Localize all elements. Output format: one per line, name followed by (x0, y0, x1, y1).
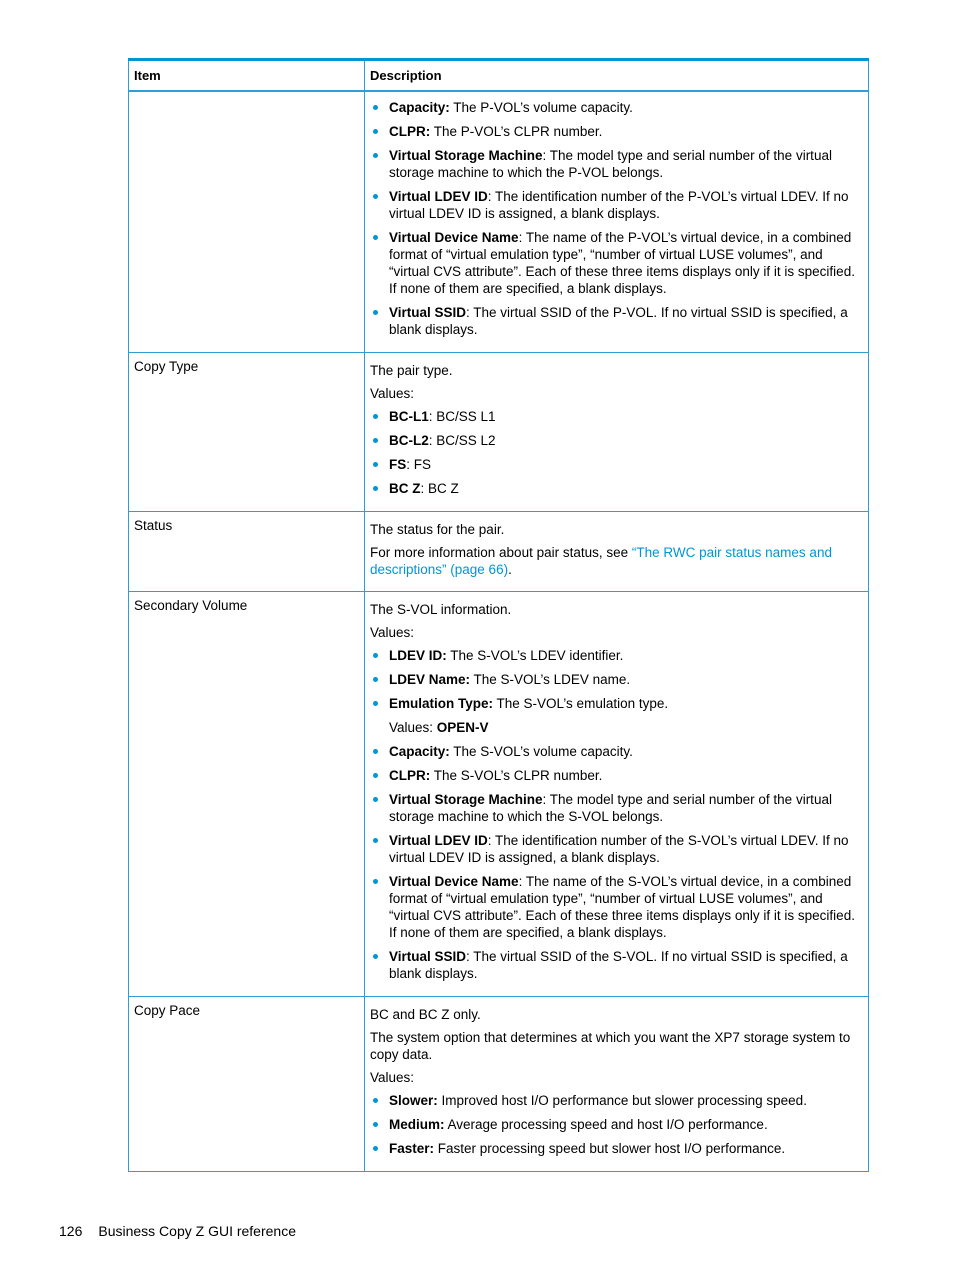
bullet-icon (373, 194, 378, 199)
list-item (370, 147, 863, 181)
list-term: CLPR: (389, 768, 431, 783)
list-text: The S-VOL’s volume capacity. (449, 744, 633, 759)
list-text: : The identification number of the P-VOL’s virtual LDEV. If no virtual LDEV ID is assigned, a blank displays. (389, 189, 849, 221)
bullet-icon (373, 773, 378, 778)
cross-reference-link[interactable]: “The RWC pair status names and descriptions” (page 66) (370, 545, 832, 577)
list-text: The S-VOL’s CLPR number. (430, 768, 603, 783)
list-item (370, 948, 863, 982)
paragraph-text: For more information about pair status, see (370, 545, 632, 560)
list-item (370, 123, 863, 140)
list-item (370, 432, 863, 449)
item-cell: Secondary Volume (129, 592, 365, 997)
list-item (370, 671, 863, 688)
description-paragraph (370, 544, 863, 578)
list-term: LDEV ID: (389, 648, 447, 663)
description-paragraph: Values: (370, 386, 415, 401)
list-term: Virtual SSID (389, 305, 467, 320)
list-item (370, 99, 863, 116)
list-item (370, 832, 863, 866)
list-text: : BC Z (420, 481, 459, 496)
table-row (129, 592, 869, 997)
bullet-icon (373, 438, 378, 443)
list-text: : The model type and serial number of the virtual storage machine to which the S-VOL belongs. (389, 792, 832, 824)
list-term: CLPR: (389, 124, 431, 139)
table-row (129, 91, 869, 353)
bullet-icon (373, 677, 378, 682)
list-term: BC-L1 (389, 409, 429, 424)
bullet-icon (373, 462, 378, 467)
bullet-icon (373, 235, 378, 240)
description-cell (365, 997, 869, 1172)
list-item (370, 695, 863, 736)
description-paragraph: The system option that determines at which you want the XP7 storage system to copy data. (370, 1030, 851, 1062)
bullet-icon (373, 653, 378, 658)
bullet-icon (373, 310, 378, 315)
description-cell (365, 512, 869, 592)
bullet-icon (373, 1146, 378, 1151)
description-paragraph: The S-VOL information. (370, 602, 512, 617)
paragraph-text: . (508, 562, 512, 577)
list-term: FS (389, 457, 407, 472)
bullet-icon (373, 749, 378, 754)
reference-table (128, 58, 869, 1172)
description-paragraph: The status for the pair. (370, 522, 505, 537)
bullet-list (370, 1092, 863, 1157)
description-cell (365, 353, 869, 512)
list-text: : The virtual SSID of the P-VOL. If no virtual SSID is specified, a blank displays. (389, 305, 848, 337)
list-text: : BC/SS L2 (428, 433, 496, 448)
description-cell (365, 592, 869, 997)
list-text: : The name of the P-VOL’s virtual device, in a combined format of “virtual emulation type”, “number of virtual LUSE volumes”, and “virtual CVS attribute”. Each of these three items displays only if it is specified. If none of them are specified, a blank displays. (389, 230, 855, 296)
bullet-icon (373, 879, 378, 884)
item-cell: Copy Pace (129, 997, 365, 1172)
list-term: Capacity: (389, 100, 450, 115)
item-cell: Status (129, 512, 365, 592)
sub-values-value: OPEN-V (436, 720, 489, 735)
list-term: Emulation Type: (389, 696, 494, 711)
list-item (370, 1116, 863, 1133)
bullet-icon (373, 838, 378, 843)
table-header-row (129, 60, 869, 92)
list-text: : The model type and serial number of the virtual storage machine to which the P-VOL belongs. (389, 148, 832, 180)
list-text: The S-VOL’s LDEV identifier. (446, 648, 624, 663)
item-cell (129, 91, 365, 353)
header-item: Item (129, 60, 365, 92)
description-paragraph: BC and BC Z only. (370, 1007, 481, 1022)
list-term: BC Z (389, 481, 421, 496)
bullet-icon (373, 153, 378, 158)
table-row (129, 353, 869, 512)
list-item (370, 743, 863, 760)
bullet-list (370, 647, 863, 982)
bullet-icon (373, 1098, 378, 1103)
list-item (370, 188, 863, 222)
footer-title: Business Copy Z GUI reference (98, 1223, 296, 1239)
table-body (129, 91, 869, 1172)
list-term: Virtual Device Name (389, 230, 519, 245)
list-text: Improved host I/O performance but slower processing speed. (437, 1093, 807, 1108)
list-text: : FS (406, 457, 432, 472)
page-footer (59, 1223, 296, 1240)
table-row (129, 997, 869, 1172)
list-item (370, 456, 863, 473)
list-term: LDEV Name: (389, 672, 471, 687)
list-text: Faster processing speed but slower host I/O performance. (434, 1141, 786, 1156)
list-item (370, 1140, 863, 1157)
list-term: Virtual Storage Machine (389, 148, 543, 163)
list-term: Slower: (389, 1093, 438, 1108)
list-text: The P-VOL’s CLPR number. (430, 124, 603, 139)
list-text: Average processing speed and host I/O performance. (444, 1117, 768, 1132)
sub-values (389, 719, 863, 736)
list-item (370, 229, 863, 297)
bullet-icon (373, 105, 378, 110)
list-term: Virtual LDEV ID (389, 833, 488, 848)
list-term: Virtual Device Name (389, 874, 519, 889)
bullet-icon (373, 129, 378, 134)
list-term: Faster: (389, 1141, 435, 1156)
list-text: : The virtual SSID of the S-VOL. If no virtual SSID is specified, a blank displays. (389, 949, 848, 981)
bullet-list (370, 408, 863, 497)
list-item (370, 408, 863, 425)
list-term: Virtual Storage Machine (389, 792, 543, 807)
list-term: Medium: (389, 1117, 445, 1132)
list-term: BC-L2 (389, 433, 429, 448)
description-paragraph: Values: (370, 1070, 415, 1085)
header-description: Description (365, 60, 869, 92)
description-paragraph: The pair type. (370, 363, 453, 378)
list-item (370, 1092, 863, 1109)
bullet-icon (373, 1122, 378, 1127)
page-number: 126 (59, 1223, 83, 1239)
table-row (129, 512, 869, 592)
bullet-icon (373, 797, 378, 802)
description-paragraph: Values: (370, 625, 415, 640)
list-item (370, 767, 863, 784)
list-item (370, 304, 863, 338)
bullet-icon (373, 414, 378, 419)
list-item (370, 791, 863, 825)
list-text: : The name of the S-VOL’s virtual device, in a combined format of “virtual emulation type”, “number of virtual LUSE volumes”, and “virtual CVS attribute”. Each of these three items displays only if it is specified. If none of them are specified, a blank displays. (389, 874, 855, 940)
list-text: The S-VOL’s LDEV name. (470, 672, 631, 687)
bullet-icon (373, 954, 378, 959)
list-text: The S-VOL’s emulation type. (493, 696, 669, 711)
list-term: Virtual SSID (389, 949, 467, 964)
list-term: Virtual LDEV ID (389, 189, 488, 204)
bullet-icon (373, 701, 378, 706)
list-text: : BC/SS L1 (428, 409, 496, 424)
list-text: The P-VOL’s volume capacity. (449, 100, 633, 115)
item-cell: Copy Type (129, 353, 365, 512)
list-item (370, 873, 863, 941)
list-item (370, 480, 863, 497)
list-item (370, 647, 863, 664)
description-cell (365, 91, 869, 353)
bullet-list (370, 99, 863, 338)
list-term: Capacity: (389, 744, 450, 759)
sub-values-label: Values: (389, 720, 437, 735)
bullet-icon (373, 486, 378, 491)
list-text: : The identification number of the S-VOL’s virtual LDEV. If no virtual LDEV ID is assigned, a blank displays. (389, 833, 849, 865)
